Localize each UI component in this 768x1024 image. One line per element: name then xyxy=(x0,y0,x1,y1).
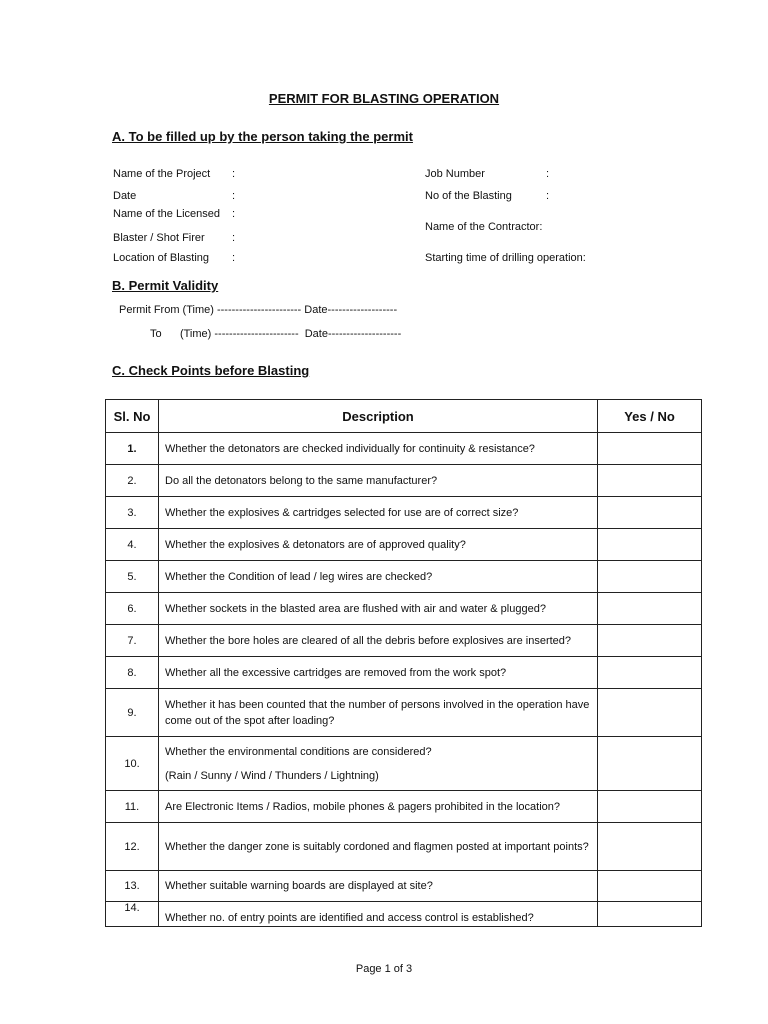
row-description-text: Whether no. of entry points are identified and access control is established? xyxy=(165,912,534,924)
row-description xyxy=(159,737,598,791)
row-answer-cell[interactable] xyxy=(598,561,702,593)
row-description-text: Whether the explosives & detonators are of approved quality? xyxy=(165,538,466,551)
row-description xyxy=(159,529,598,561)
row-answer-cell[interactable] xyxy=(598,871,702,902)
row-answer-cell[interactable] xyxy=(598,657,702,689)
row-description-text: Whether the detonators are checked individually for continuity & resistance? xyxy=(165,442,535,455)
checkpoints-table xyxy=(105,399,702,927)
table-row xyxy=(106,689,702,737)
table-row xyxy=(106,625,702,657)
row-description xyxy=(159,791,598,823)
row-number: 14. xyxy=(106,902,159,927)
row-answer-cell[interactable] xyxy=(598,529,702,561)
row-number: 6. xyxy=(106,593,159,625)
table-row xyxy=(106,561,702,593)
row-answer-cell[interactable] xyxy=(598,433,702,465)
row-number: 13. xyxy=(106,871,159,902)
row-description-text: Do all the detonators belong to the same manufacturer? xyxy=(165,474,438,487)
column-header-yes-no: Yes / No xyxy=(598,400,702,433)
row-description xyxy=(159,902,598,927)
row-answer-cell[interactable] xyxy=(598,791,702,823)
row-answer-cell[interactable] xyxy=(598,902,702,927)
section-c-heading: C. Check Points before Blasting xyxy=(112,363,310,378)
colon: : xyxy=(232,208,236,220)
row-description xyxy=(159,871,598,902)
row-answer-cell[interactable] xyxy=(598,625,702,657)
colon: : xyxy=(232,252,236,264)
field-drilling-start: Starting time of drilling operation: xyxy=(425,252,586,264)
validity-from-line: Permit From (Time) ----------------------- Date------------------- xyxy=(119,304,398,316)
row-description xyxy=(159,625,598,657)
colon: : xyxy=(546,168,550,180)
row-number: 8. xyxy=(106,657,159,689)
row-description xyxy=(159,657,598,689)
row-number: 3. xyxy=(106,497,159,529)
row-description-text: Whether the Condition of lead / leg wires are checked? xyxy=(165,570,433,583)
field-blaster: Blaster / Shot Firer xyxy=(113,232,205,244)
field-blasting-number: No of the Blasting xyxy=(425,190,512,202)
field-job-number: Job Number xyxy=(425,168,485,180)
section-a-heading: A. To be filled up by the person taking the permit xyxy=(112,129,413,144)
row-description xyxy=(159,561,598,593)
row-description-subtext: (Rain / Sunny / Wind / Thunders / Lightning) xyxy=(165,769,379,782)
section-b-heading: B. Permit Validity xyxy=(112,278,219,293)
table-row xyxy=(106,465,702,497)
row-description-text: Whether the danger zone is suitably cordoned and flagmen posted at important points? xyxy=(165,840,589,853)
field-licensed-name: Name of the Licensed xyxy=(113,208,221,220)
row-description-text: Whether it has been counted that the number of persons involved in the operation have come out of the spot after loading? xyxy=(165,698,590,727)
table-row xyxy=(106,593,702,625)
row-description xyxy=(159,465,598,497)
table-row xyxy=(106,433,702,465)
row-description-text: Whether the explosives & cartridges selected for use are of correct size? xyxy=(165,506,519,519)
page-number: Page 1 of 3 xyxy=(355,963,413,975)
colon: : xyxy=(232,190,236,202)
row-description-text: Whether all the excessive cartridges are removed from the work spot? xyxy=(165,666,507,679)
field-location: Location of Blasting xyxy=(113,252,210,264)
column-header-sl-no: Sl. No xyxy=(106,400,159,433)
colon: : xyxy=(232,168,236,180)
row-answer-cell[interactable] xyxy=(598,465,702,497)
row-description-text: Whether the bore holes are cleared of all the debris before explosives are inserted? xyxy=(165,634,572,647)
table-row xyxy=(106,657,702,689)
row-number: 7. xyxy=(106,625,159,657)
row-description xyxy=(159,689,598,737)
row-answer-cell[interactable] xyxy=(598,689,702,737)
table-row xyxy=(106,497,702,529)
column-header-description: Description xyxy=(159,400,598,433)
row-description-text: Are Electronic Items / Radios, mobile phones & pagers prohibited in the location? xyxy=(165,800,560,813)
row-number: 12. xyxy=(106,823,159,871)
table-row xyxy=(106,902,702,927)
row-description-text: Whether sockets in the blasted area are flushed with air and water & plugged? xyxy=(165,602,546,615)
table-row xyxy=(106,791,702,823)
table-header-row xyxy=(106,400,702,433)
field-project-name: Name of the Project xyxy=(113,168,211,180)
table-row xyxy=(106,737,702,791)
row-description xyxy=(159,593,598,625)
field-date: Date xyxy=(113,190,137,202)
colon: : xyxy=(232,232,236,244)
row-answer-cell[interactable] xyxy=(598,823,702,871)
table-row xyxy=(106,823,702,871)
row-answer-cell[interactable] xyxy=(598,497,702,529)
table-row xyxy=(106,871,702,902)
row-number: 2. xyxy=(106,465,159,497)
table-row xyxy=(106,529,702,561)
row-number: 4. xyxy=(106,529,159,561)
row-description xyxy=(159,497,598,529)
row-number: 10. xyxy=(106,737,159,791)
row-number: 1. xyxy=(106,433,159,465)
field-contractor: Name of the Contractor: xyxy=(425,221,543,233)
colon: : xyxy=(546,190,550,202)
row-description xyxy=(159,433,598,465)
row-number: 9. xyxy=(106,689,159,737)
row-number: 5. xyxy=(106,561,159,593)
row-answer-cell[interactable] xyxy=(598,737,702,791)
row-description-text: Whether the environmental conditions are considered? xyxy=(165,745,432,758)
validity-to-line: To (Time) ----------------------- Date-------------------- xyxy=(150,328,402,340)
page-title: PERMIT FOR BLASTING OPERATION xyxy=(268,91,500,106)
row-description-text: Whether suitable warning boards are displayed at site? xyxy=(165,880,433,892)
row-answer-cell[interactable] xyxy=(598,593,702,625)
row-description xyxy=(159,823,598,871)
row-number: 11. xyxy=(106,791,159,823)
